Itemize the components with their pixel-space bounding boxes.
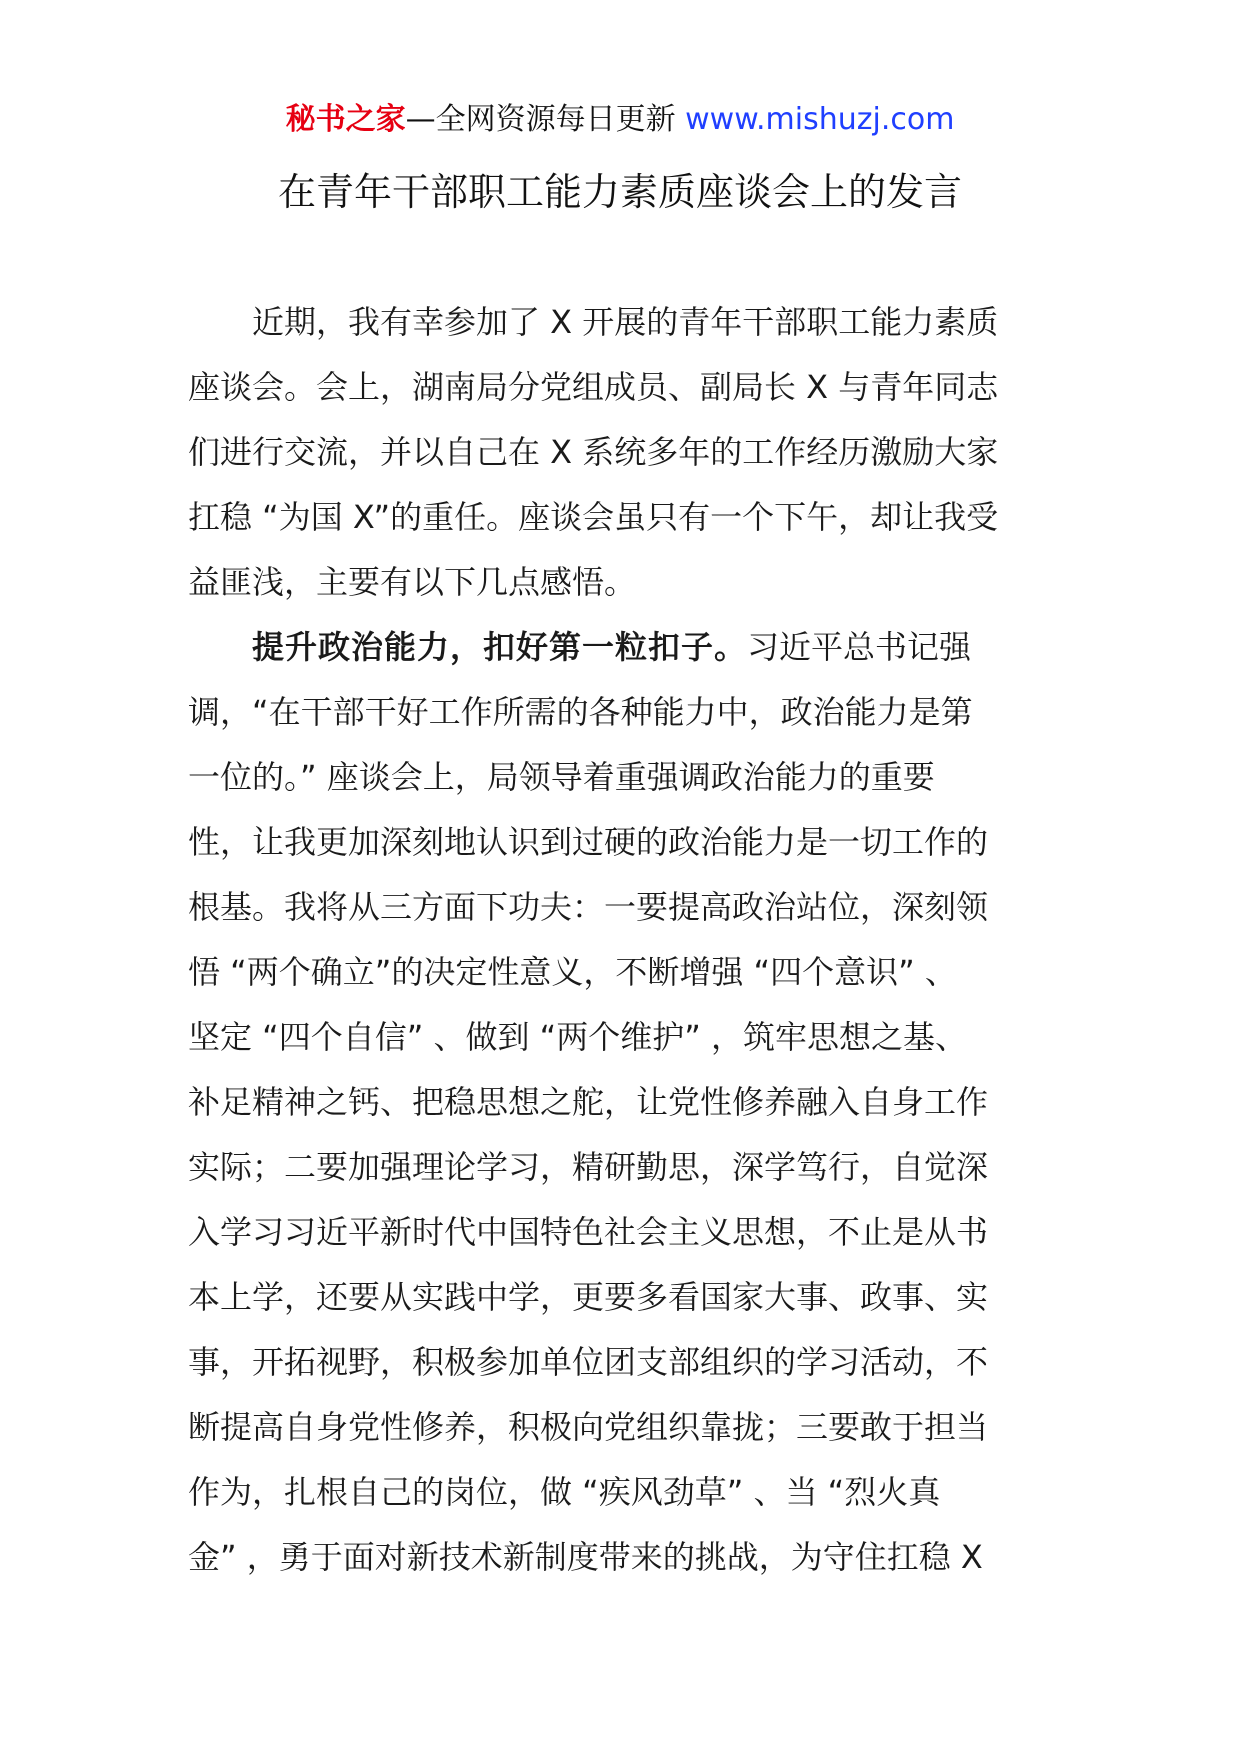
paragraph-2-line: 事，开拓视野，积极参加单位团支部组织的学习活动，不 xyxy=(188,1343,989,1381)
paragraph-1-line: 扛稳 “为国 X”的重任。座谈会虽只有一个下午，却让我受 xyxy=(188,498,999,536)
paragraph-2-line: 坚定 “四个自信” 、做到 “两个维护” ，筑牢思想之基、 xyxy=(188,1018,968,1056)
paragraph-1-line: 益匪浅，主要有以下几点感悟。 xyxy=(188,563,637,601)
header-tagline: —全网资源每日更新 xyxy=(405,102,676,137)
paragraph-2-line: 作为，扎根自己的岗位，做 “疾风劲草” 、当 “烈火真 xyxy=(188,1473,941,1511)
paragraph-2-line: 性，让我更加深刻地认识到过硬的政治能力是一切工作的 xyxy=(188,823,989,861)
paragraph-1-line: 们进行交流，并以自己在 X 系统多年的工作经历激励大家 xyxy=(188,433,999,471)
paragraph-2-first-line-rest: 习近平总书记强 xyxy=(747,628,972,666)
paragraph-2-line: 本上学，还要从实践中学，更要多看国家大事、政事、实 xyxy=(188,1278,989,1316)
paragraph-1-line: 近期，我有幸参加了 X 开展的青年干部职工能力素质 xyxy=(252,303,999,341)
paragraph-2-line: 调，“在干部干好工作所需的各种能力中，政治能力是第 xyxy=(188,693,973,731)
paragraph-2-line: 根基。我将从三方面下功夫：一要提高政治站位，深刻领 xyxy=(188,888,989,926)
site-url-link[interactable]: www.mishuzj.com xyxy=(685,102,955,137)
paragraph-2-line: 补足精神之钙、把稳思想之舵，让党性修养融入自身工作 xyxy=(188,1083,989,1121)
document-title: 在青年干部职工能力素质座谈会上的发言 xyxy=(277,170,962,214)
site-header xyxy=(0,100,1240,140)
paragraph-1-line: 座谈会。会上，湖南局分党组成员、副局长 X 与青年同志 xyxy=(188,368,999,406)
paragraph-2-first-line xyxy=(188,615,1058,680)
document-body xyxy=(188,290,1058,1590)
paragraph-2-line: 入学习习近平新时代中国特色社会主义思想，不止是从书 xyxy=(188,1213,989,1251)
paragraph-2-line: 悟 “两个确立”的决定性意义，不断增强 “四个意识” 、 xyxy=(188,953,957,991)
paragraph-2-lead-heading: 提升政治能力，扣好第一粒扣子。 xyxy=(252,628,748,666)
paragraph-2-line: 金” ，勇于面对新技术新制度带来的挑战，为守住扛稳 X xyxy=(188,1538,983,1576)
paragraph-2-line: 实际；二要加强理论学习，精研勤思，深学笃行，自觉深 xyxy=(188,1148,989,1186)
paragraph-2-line: 一位的。” 座谈会上，局领导着重强调政治能力的重要 xyxy=(188,758,935,796)
paragraph-2-line: 断提高自身党性修养，积极向党组织靠拢；三要敢于担当 xyxy=(188,1408,989,1446)
brand-name: 秘书之家 xyxy=(285,102,406,137)
